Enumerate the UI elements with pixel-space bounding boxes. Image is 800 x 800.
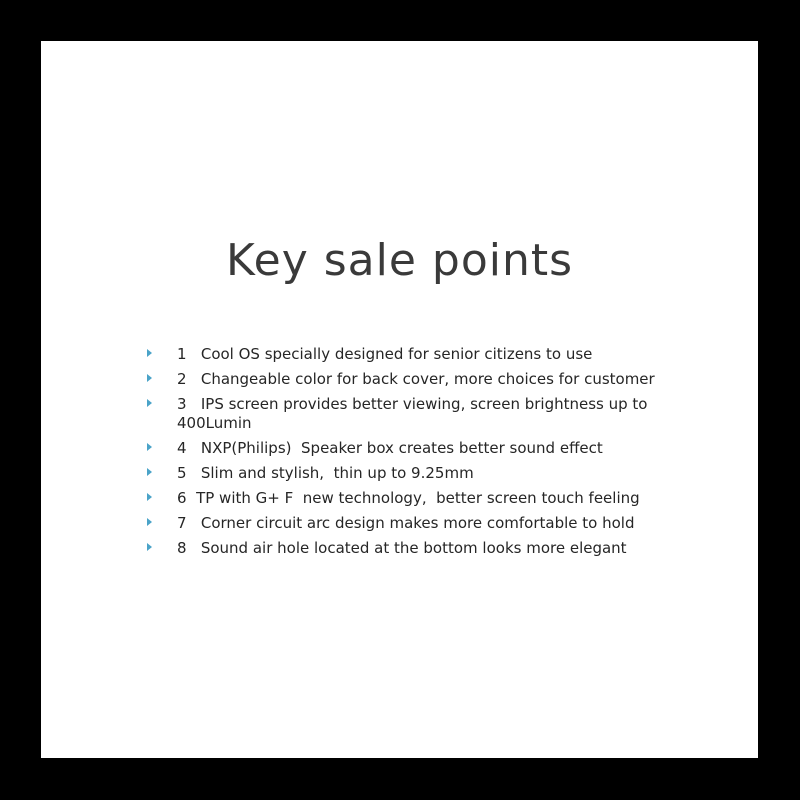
list-item-text: 2 Changeable color for back cover, more choices for customer bbox=[177, 370, 655, 388]
list-item bbox=[147, 514, 667, 533]
triangle-bullet-icon bbox=[147, 543, 152, 551]
list-item-text: 6 TP with G+ F new technology, better screen touch feeling bbox=[177, 489, 640, 507]
list-item bbox=[147, 395, 667, 433]
triangle-bullet-icon bbox=[147, 468, 152, 476]
list-item-text: 1 Cool OS specially designed for senior citizens to use bbox=[177, 345, 593, 363]
list-item bbox=[147, 539, 667, 558]
triangle-bullet-icon bbox=[147, 518, 152, 526]
list-item-text: 7 Corner circuit arc design makes more comfortable to hold bbox=[177, 514, 635, 532]
list-item bbox=[147, 345, 667, 364]
triangle-bullet-icon bbox=[147, 399, 152, 407]
list-item-text: 5 Slim and stylish, thin up to 9.25mm bbox=[177, 464, 474, 482]
triangle-bullet-icon bbox=[147, 493, 152, 501]
list-item bbox=[147, 370, 667, 389]
list-item bbox=[147, 439, 667, 458]
list-item-text: 4 NXP(Philips) Speaker box creates better sound effect bbox=[177, 439, 603, 457]
slide-title: Key sale points bbox=[225, 235, 574, 286]
list-item-text: 8 Sound air hole located at the bottom looks more elegant bbox=[177, 539, 627, 557]
list-item bbox=[147, 489, 667, 508]
slide bbox=[41, 41, 758, 758]
list-item-text: 3 IPS screen provides better viewing, screen brightness up to 400Lumin bbox=[177, 395, 653, 432]
sale-points-list bbox=[147, 345, 667, 564]
triangle-bullet-icon bbox=[147, 374, 152, 382]
triangle-bullet-icon bbox=[147, 349, 152, 357]
triangle-bullet-icon bbox=[147, 443, 152, 451]
list-item bbox=[147, 464, 667, 483]
